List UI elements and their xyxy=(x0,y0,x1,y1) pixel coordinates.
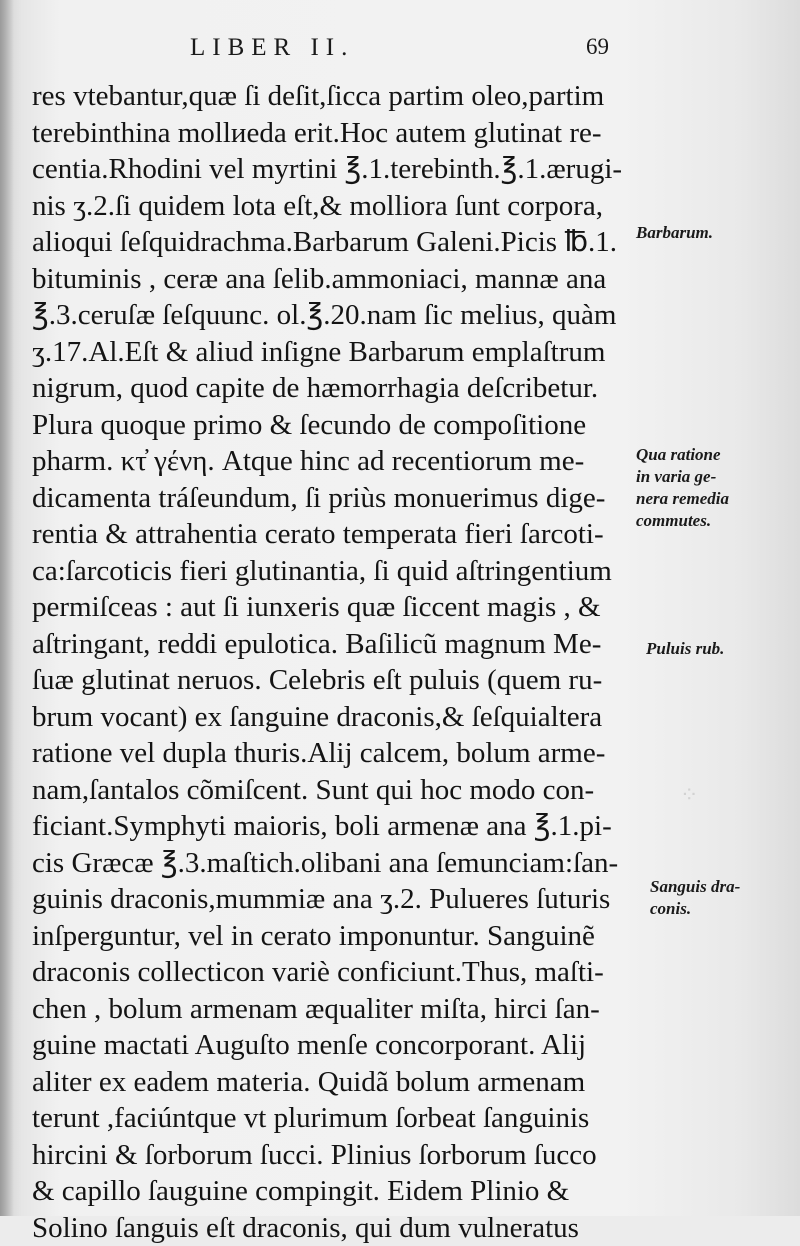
text-line: nis ʒ.2.ſi quidem lota eſt,& molliora ſunt corpora, xyxy=(32,188,632,225)
text-line: alioqui ſeſquidrachma.Barbarum Galeni.Picis ℔.1. xyxy=(32,224,632,261)
text-line: & capillo ſauguine compingit. Eidem Plinio & xyxy=(32,1173,632,1210)
note-line: Puluis rub. xyxy=(646,638,724,660)
note-line: commutes. xyxy=(636,510,729,532)
note-line: nera remedia xyxy=(636,488,729,510)
text-line: dicamenta tráſeundum, ſi priùs monuerimus dige- xyxy=(32,480,632,517)
main-text xyxy=(32,78,632,1246)
text-line: cis Græcæ ℥.3.maſtich.olibani ana ſemunciam:ſan- xyxy=(32,845,632,882)
text-line: Plura quoque primo & ſecundo de compoſitione xyxy=(32,407,632,444)
text-line: permiſceas : aut ſi iunxeris quæ ſiccent magis , & xyxy=(32,589,632,626)
text-line: centia.Rhodini vel myrtini ℥.1.terebinth.℥.1.ærugi- xyxy=(32,151,632,188)
text-line: terebinthina mollиeda erit.Hoc autem glutinat re- xyxy=(32,115,632,152)
text-line: pharm. κτ̓ γένη. Atque hinc ad recentiorum me- xyxy=(32,443,632,480)
note-line: Qua ratione xyxy=(636,444,729,466)
text-line: ʒ.17.Al.Eſt & aliud inſigne Barbarum emplaſtrum xyxy=(32,334,632,371)
gutter-shadow xyxy=(0,0,14,1216)
text-line: nigrum, quod capite de hæmorrhagia deſcribetur. xyxy=(32,370,632,407)
page-header xyxy=(190,34,630,74)
text-line: guine mactati Auguſto menſe concorporant. Alij xyxy=(32,1027,632,1064)
marginal-note-puluis xyxy=(646,638,724,660)
text-line: ſuæ glutinat neruos. Celebris eſt puluis (quem ru- xyxy=(32,662,632,699)
text-line: Solino ſanguis eſt draconis, qui dum vulneratus xyxy=(32,1210,632,1246)
text-line: ℥.3.ceruſæ ſeſquunc. ol.℥.20.nam ſic melius, quàm xyxy=(32,297,632,334)
text-line: chen , bolum armenam æqualiter miſta, hirci ſan- xyxy=(32,991,632,1028)
text-line: brum vocant) ex ſanguine draconis,& ſeſquialtera xyxy=(32,699,632,736)
running-head: LIBER II. xyxy=(190,34,354,62)
bleed-through-mark: ⁘ xyxy=(680,782,698,808)
text-line: nam,ſantalos cõmiſcent. Sunt qui hoc modo con- xyxy=(32,772,632,809)
note-line: Barbarum. xyxy=(636,222,713,244)
text-line: bituminis , ceræ ana ſelib.ammoniaci, mannæ ana xyxy=(32,261,632,298)
text-line: res vtebantur,quæ ſi deſit,ſicca partim oleo,partim xyxy=(32,78,632,115)
marginal-note-barbarum xyxy=(636,222,713,244)
text-line: terunt ,faciúntque vt plurimum ſorbeat ſanguinis xyxy=(32,1100,632,1137)
text-line: aliter ex eadem materia. Quidã bolum armenam xyxy=(32,1064,632,1101)
text-line: ca:ſarcoticis fieri glutinantia, ſi quid aſtringentium xyxy=(32,553,632,590)
marginal-note-qua-ratione xyxy=(636,444,729,532)
text-line: hircini & ſorborum ſucci. Plinius ſorborum ſucco xyxy=(32,1137,632,1174)
text-line: aſtringant, reddi epulotica. Baſilicũ magnum Me- xyxy=(32,626,632,663)
note-line: conis. xyxy=(650,898,740,920)
marginal-note-sanguis xyxy=(650,876,740,920)
note-line: Sanguis dra- xyxy=(650,876,740,898)
text-line: rentia & attrahentia cerato temperata fieri ſarcoti- xyxy=(32,516,632,553)
text-line: inſperguntur, vel in cerato imponuntur. Sanguinẽ xyxy=(32,918,632,955)
text-line: draconis collecticon variè conficiunt.Thus, maſti- xyxy=(32,954,632,991)
page-number: 69 xyxy=(586,34,609,60)
text-line: ratione vel dupla thuris.Alij calcem, bolum arme- xyxy=(32,735,632,772)
note-line: in varia ge- xyxy=(636,466,729,488)
text-line: ficiant.Symphyti maioris, boli armenæ ana ℥.1.pi- xyxy=(32,808,632,845)
text-line: guinis draconis,mummiæ ana ʒ.2. Pulueres ſuturis xyxy=(32,881,632,918)
